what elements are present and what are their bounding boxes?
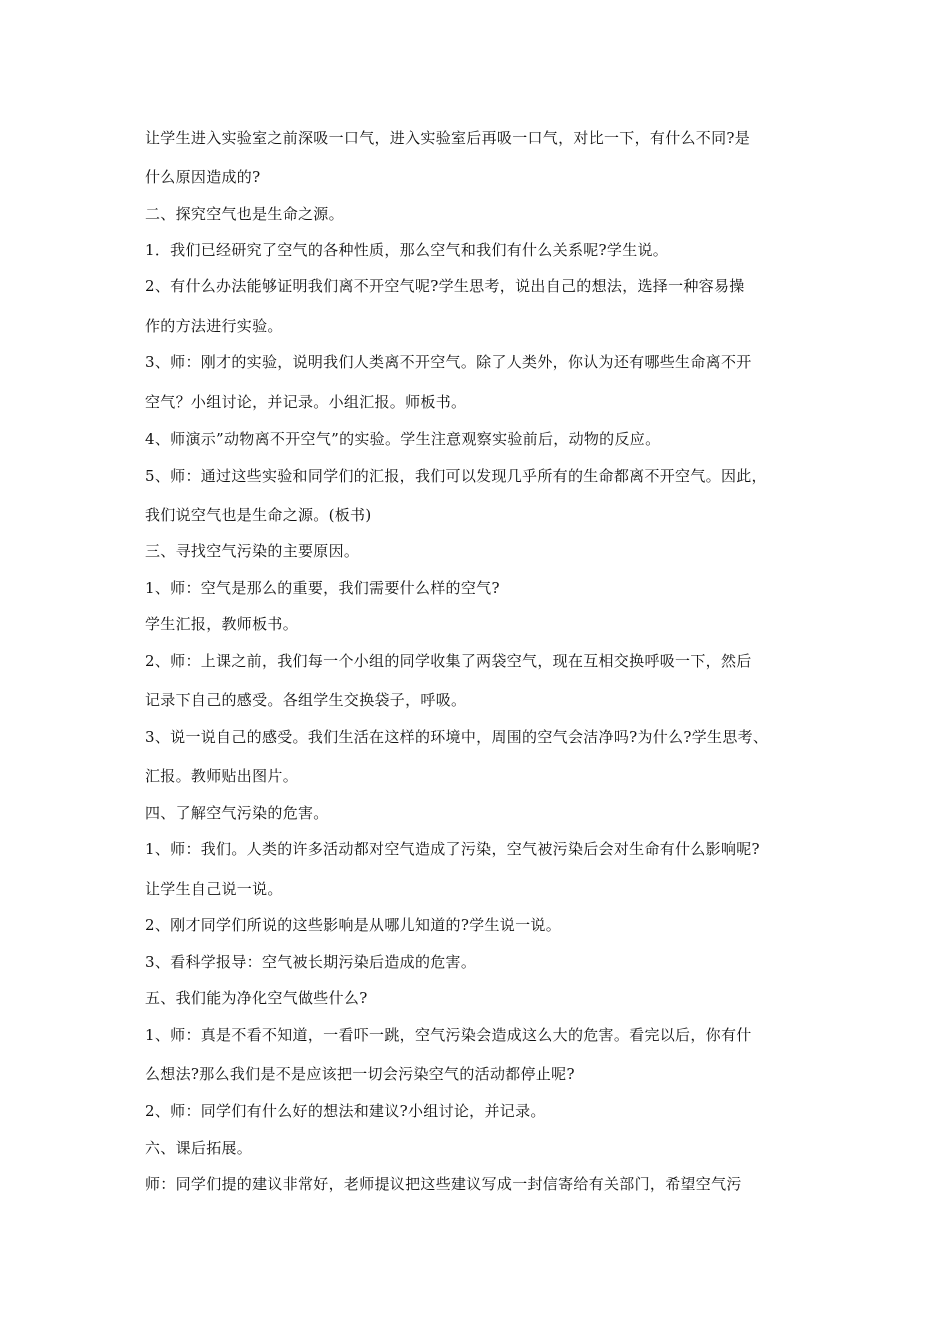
paragraph-line: 2、刚才同学们所说的这些影响是从哪儿知道的?学生说一说。	[145, 916, 561, 934]
paragraph-line: 让学生进入实验室之前深吸一口气，进入实验室后再吸一口气，对比一下，有什么不同?是	[145, 129, 751, 147]
section-heading: 二、探究空气也是生命之源。	[145, 205, 344, 223]
paragraph-line: 记录下自己的感受。各组学生交换袋子，呼吸。	[145, 691, 467, 709]
section-heading: 三、寻找空气污染的主要原因。	[145, 542, 360, 560]
paragraph-line: 2、师：上课之前，我们每一个小组的同学收集了两袋空气，现在互相交换呼吸一下，然后	[145, 652, 752, 670]
paragraph-line: 1、师：我们。人类的许多活动都对空气造成了污染，空气被污染后会对生命有什么影响呢?	[145, 840, 760, 858]
paragraph-line: 2、师：同学们有什么好的想法和建议?小组讨论，并记录。	[145, 1102, 546, 1120]
paragraph-line: 1．我们已经研究了空气的各种性质，那么空气和我们有什么关系呢?学生说。	[145, 241, 669, 259]
paragraph-line: 3、看科学报导：空气被长期污染后造成的危害。	[145, 953, 477, 971]
paragraph-line: 我们说空气也是生命之源。(板书)	[145, 506, 372, 524]
section-heading: 五、我们能为净化空气做些什么?	[145, 989, 368, 1007]
paragraph-line: 师：同学们提的建议非常好，老师提议把这些建议写成一封信寄给有关部门，希望空气污	[145, 1175, 742, 1193]
paragraph-line: 作的方法进行实验。	[145, 317, 283, 335]
paragraph-line: 5、师：通过这些实验和同学们的汇报，我们可以发现几乎所有的生命都离不开空气。因此，	[145, 467, 767, 485]
section-heading: 四、了解空气污染的危害。	[145, 804, 329, 822]
paragraph-line: 么想法?那么我们是不是应该把一切会污染空气的活动都停止呢?	[145, 1065, 575, 1083]
paragraph-line: 学生汇报，教师板书。	[145, 615, 299, 633]
paragraph-line: 4、师演示”动物离不开空气”的实验。学生注意观察实验前后，动物的反应。	[145, 430, 661, 448]
paragraph-line: 什么原因造成的?	[145, 168, 261, 186]
paragraph-line: 2、有什么办法能够证明我们离不开空气呢?学生思考，说出自己的想法，选择一种容易操	[145, 277, 745, 295]
section-heading: 六、课后拓展。	[145, 1139, 253, 1157]
paragraph-line: 3、说一说自己的感受。我们生活在这样的环境中，周围的空气会洁净吗?为什么?学生思考、	[145, 728, 769, 746]
paragraph-line: 1、师：真是不看不知道，一看吓一跳，空气污染会造成这么大的危害。看完以后，你有什	[145, 1026, 752, 1044]
paragraph-line: 汇报。教师贴出图片。	[145, 767, 299, 785]
paragraph-line: 空气？小组讨论，并记录。小组汇报。师板书。	[145, 393, 467, 411]
paragraph-line: 1、师：空气是那么的重要，我们需要什么样的空气?	[145, 579, 500, 597]
paragraph-line: 让学生自己说一说。	[145, 880, 283, 898]
paragraph-line: 3、师：刚才的实验，说明我们人类离不开空气。除了人类外，你认为还有哪些生命离不开	[145, 353, 752, 371]
